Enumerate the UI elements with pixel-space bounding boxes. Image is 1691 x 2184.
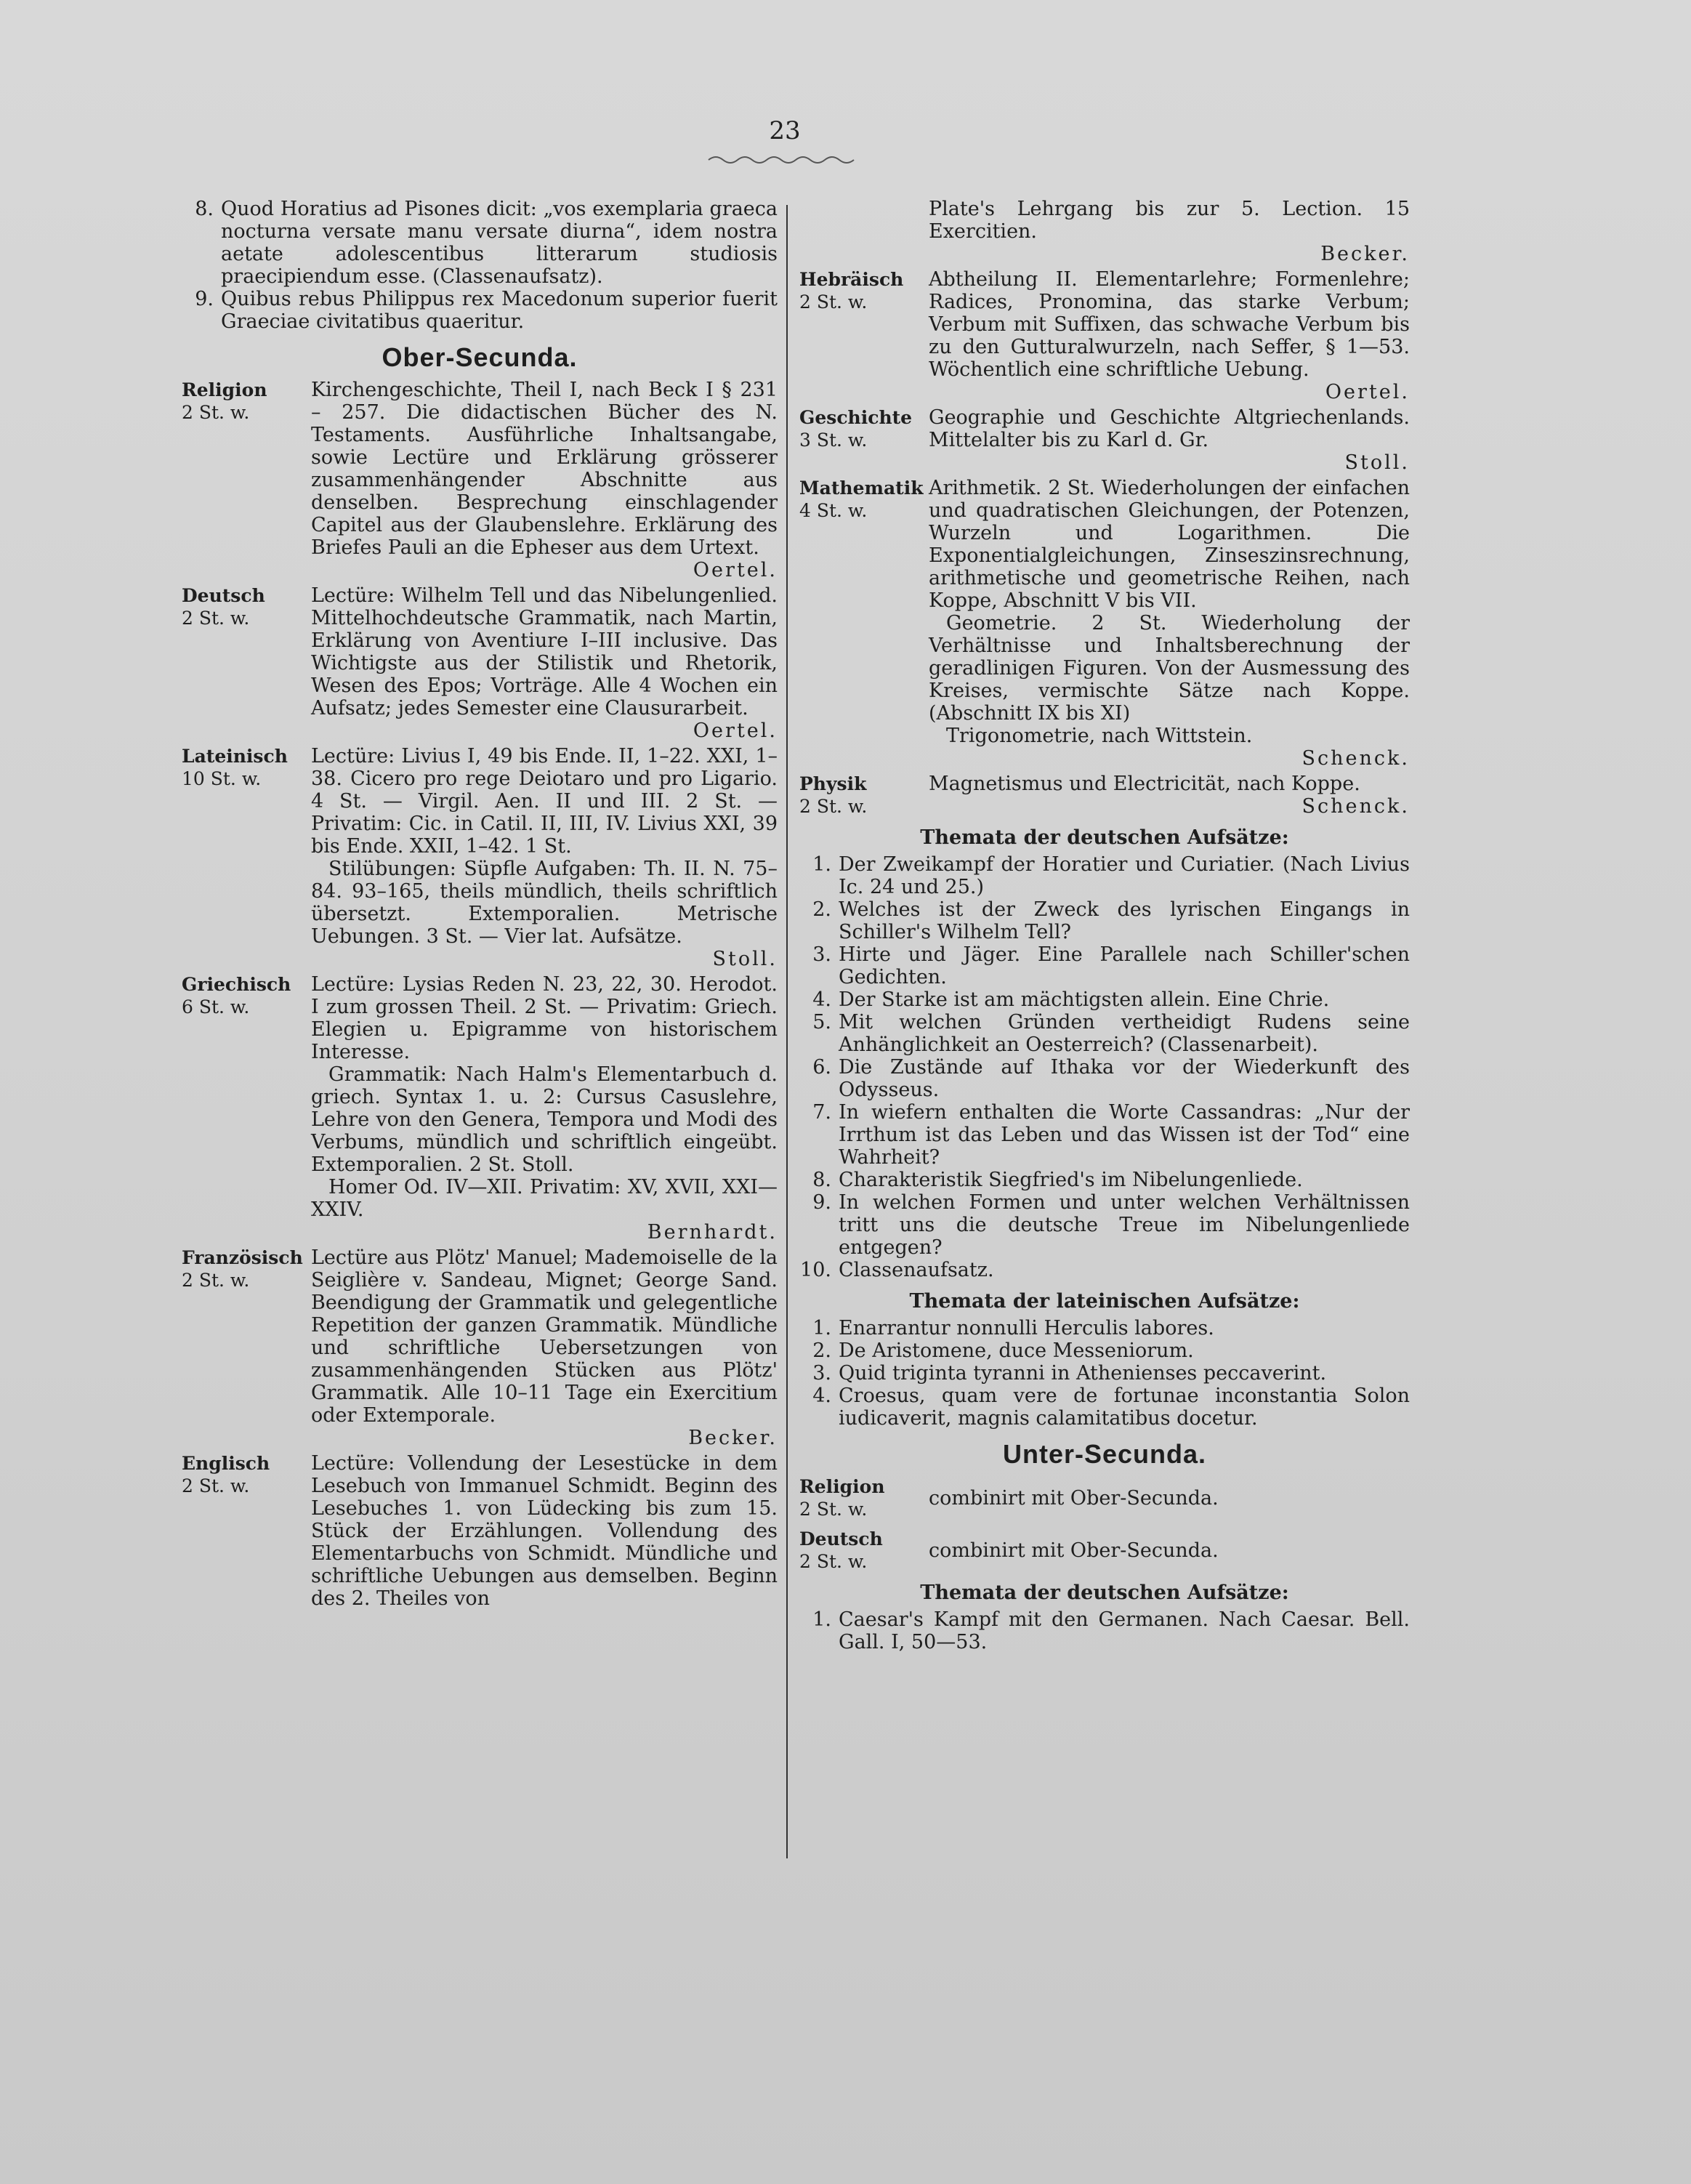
subject-text: Trigonometrie, nach Wittstein. xyxy=(946,725,1253,747)
item-text: Mit welchen Gründen vertheidigt Rudens seine Anhänglichkeit an Oesterreich? (Classenarbeit). xyxy=(839,1011,1410,1056)
list-item xyxy=(799,1169,1410,1191)
subject-hours: 2 St. w. xyxy=(182,608,250,629)
list-item xyxy=(799,1362,1410,1385)
item-number: 8. xyxy=(195,198,214,220)
englisch-continuation xyxy=(799,198,1410,265)
item-number: 7. xyxy=(812,1101,831,1124)
subject-name: Lateinisch xyxy=(182,746,288,767)
list-item xyxy=(799,1608,1410,1653)
subject-griechisch xyxy=(182,973,778,1244)
item-number: 1. xyxy=(812,1317,831,1339)
teacher: Stoll. xyxy=(712,948,778,970)
page-number: 23 xyxy=(769,116,801,145)
teacher: Oertel. xyxy=(1325,381,1410,403)
subject-mathematik xyxy=(799,477,1410,770)
section-title-unter-secunda: Unter-Secunda. xyxy=(1002,1439,1207,1469)
item-text: Classenaufsatz. xyxy=(839,1259,994,1281)
subject-hours: 10 St. w. xyxy=(182,768,262,789)
subject-name: Religion xyxy=(799,1476,885,1497)
subject-text: Magnetismus und Electricität, nach Koppe. xyxy=(929,773,1360,795)
item-number: 3. xyxy=(812,943,831,966)
latin-themes-title: Themata der lateinischen Aufsätze: xyxy=(909,1290,1300,1313)
combined-religion xyxy=(799,1475,1410,1520)
subject-hours: 2 St. w. xyxy=(182,1475,250,1496)
item-text: Der Starke ist am mächtigsten allein. Eine Chrie. xyxy=(839,988,1330,1011)
column-divider xyxy=(786,205,788,1858)
subject-name: Deutsch xyxy=(182,585,265,606)
teacher: Stoll. xyxy=(1344,451,1410,474)
list-item xyxy=(182,198,778,288)
subject-text: Abtheilung II. Elementarlehre; Formenlehre; Radices, Pronomina, das starke Verbum; Verbum mit Suffixen, das schwache Verbum bis zu den Gutturalwurzeln, nach Seffer, § 1—53. Wöchentlich eine schriftliche Uebung. xyxy=(929,268,1410,381)
subject-text: Lectüre: Wilhelm Tell und das Nibelungenlied. Mittelhochdeutsche Grammatik, nach Martin, Erklärung von Aventiure I–III inclusive. Das Wichtigste aus der Stilistik und Rhetorik, Wesen des Epos; Vorträge. Alle 4 Wochen ein Aufsatz; jedes Semester eine Clausurarbeit. xyxy=(311,584,778,720)
list-item xyxy=(799,1317,1410,1339)
item-text: Welches ist der Zweck des lyrischen Eingangs in Schiller's Wilhelm Tell? xyxy=(839,898,1410,943)
subject-text: Lectüre aus Plötz' Manuel; Mademoiselle de la Seiglière v. Sandeau, Mignet; George Sand. Beendigung der Grammatik und gelegentliche Repetition der ganzen Grammatik. Mündliche und schriftliche Uebersetzungen von zusammenhängenden Stücken aus Plötz' Grammatik. Alle 10–11 Tage ein Exercitium oder Extemporale. xyxy=(311,1246,778,1427)
subject-hours: 6 St. w. xyxy=(182,996,250,1018)
teacher: Oertel. xyxy=(693,559,778,581)
item-number: 8. xyxy=(812,1169,831,1191)
list-item xyxy=(799,898,1410,943)
item-number: 2. xyxy=(812,1339,831,1362)
item-text: Der Zweikampf der Horatier und Curiatier. (Nach Livius Ic. 24 und 25.) xyxy=(839,853,1410,898)
combined-text: combinirt mit Ober-Secunda. xyxy=(929,1486,1219,1510)
item-number: 10. xyxy=(800,1259,831,1281)
lower-themes-title: Themata der deutschen Aufsätze: xyxy=(920,1581,1289,1604)
subject-name: Hebräisch xyxy=(799,269,904,290)
subject-religion xyxy=(182,379,778,581)
list-item xyxy=(799,1056,1410,1101)
teacher: Becker. xyxy=(688,1427,778,1449)
subject-franzoesisch xyxy=(182,1246,778,1449)
subject-geschichte xyxy=(799,406,1410,474)
item-text: Quod Horatius ad Pisones dicit: „vos exemplaria graeca nocturna versate manu versate diurna“, idem nostra aetate adolescentibus litterarum studiosis praecipiendum esse. (Classenaufsatz). xyxy=(221,198,778,288)
item-number: 9. xyxy=(812,1191,831,1214)
item-number: 1. xyxy=(812,853,831,876)
list-item xyxy=(799,1259,1410,1281)
list-item xyxy=(799,853,1410,898)
left-column xyxy=(182,198,778,1613)
subject-name: Französisch xyxy=(182,1247,303,1268)
item-number: 2. xyxy=(812,898,831,921)
list-item xyxy=(799,1339,1410,1362)
list-item xyxy=(799,1191,1410,1259)
subject-text: Lectüre: Lysias Reden N. 23, 22, 30. Herodot. I zum grossen Theil. 2 St. — Privatim: Griech. Elegien u. Epigramme von historischem Interesse. xyxy=(311,973,778,1063)
latin-themes-list xyxy=(799,1317,1410,1430)
subject-text: Lectüre: Vollendung der Lesestücke in dem Lesebuch von Immanuel Schmidt. Beginn des Lesebuches 1. von Lüdecking bis zum 15. Stück der Erzählungen. Vollendung des Elementarbuchs von Schmidt. Mündliche und schriftliche Uebungen aus demselben. Beginn des 2. Theiles von xyxy=(311,1452,778,1610)
item-number: 1. xyxy=(812,1608,831,1631)
subject-hours: 2 St. w. xyxy=(799,1499,868,1520)
list-item xyxy=(799,1385,1410,1430)
item-text: Hirte und Jäger. Eine Parallele nach Schiller'schen Gedichten. xyxy=(839,943,1410,988)
subject-text: Geographie und Geschichte Altgriechenlands. Mittelalter bis zu Karl d. Gr. xyxy=(929,406,1410,451)
teacher: Bernhardt. xyxy=(647,1221,778,1244)
lower-themes-list xyxy=(799,1608,1410,1653)
combined-deutsch xyxy=(799,1528,1410,1573)
subject-hours: 3 St. w. xyxy=(799,430,868,451)
subject-hebraeisch xyxy=(799,268,1410,403)
subject-hours: 2 St. w. xyxy=(799,1551,868,1572)
combined-text: combinirt mit Ober-Secunda. xyxy=(929,1539,1219,1562)
subject-name: Physik xyxy=(799,773,867,794)
ornament-flourish xyxy=(705,150,865,169)
subject-text: Lectüre: Livius I, 49 bis Ende. II, 1–22. XXI, 1–38. Cicero pro rege Deiotaro und pro Ligario. 4 St. — Virgil. Aen. II und III. 2 St. — Privatim: Cic. in Catil. II, III, IV. Livius XXI, 39 bis Ende. XXII, 1–42. 1 St. xyxy=(311,745,778,858)
right-column xyxy=(799,198,1410,1653)
teacher: Oertel. xyxy=(693,720,778,742)
item-text: Charakteristik Siegfried's im Nibelungenliede. xyxy=(839,1169,1303,1191)
subject-deutsch xyxy=(182,584,778,742)
subject-name: Englisch xyxy=(182,1453,270,1474)
teacher: Schenck. xyxy=(1301,747,1410,770)
item-text: Croesus, quam vere de fortunae inconstantia Solon iudicaverit, magnis calamitatibus docetur. xyxy=(839,1385,1410,1430)
subject-hours: 2 St. w. xyxy=(799,291,868,313)
subject-name: Griechisch xyxy=(182,974,291,995)
list-item xyxy=(799,1011,1410,1056)
item-number: 4. xyxy=(812,988,831,1011)
section-title-ober-secunda: Ober-Secunda. xyxy=(382,342,578,372)
subject-hours: 2 St. w. xyxy=(182,1270,250,1291)
subject-name: Mathematik xyxy=(799,478,924,499)
list-item xyxy=(799,943,1410,988)
german-themes-list xyxy=(799,853,1410,1281)
item-text: Quid triginta tyranni in Athenienses peccaverint. xyxy=(839,1362,1327,1385)
item-text: Caesar's Kampf mit den Germanen. Nach Caesar. Bell. Gall. I, 50—53. xyxy=(839,1608,1410,1653)
item-text: Enarrantur nonnulli Herculis labores. xyxy=(839,1317,1214,1339)
subject-text: Stilübungen: Süpfle Aufgaben: Th. II. N. 75–84. 93–165, theils mündlich, theils schriftlich übersetzt. Extemporalien. Metrische Uebungen. 3 St. — Vier lat. Aufsätze. xyxy=(311,858,778,948)
subject-hours: 4 St. w. xyxy=(799,500,868,521)
teacher: Becker. xyxy=(1320,243,1410,265)
subject-name: Deutsch xyxy=(799,1528,883,1550)
subject-name: Religion xyxy=(182,379,267,400)
teacher: Schenck. xyxy=(1301,795,1410,818)
item-number: 6. xyxy=(812,1056,831,1079)
list-item xyxy=(182,288,778,333)
subject-name: Geschichte xyxy=(799,407,913,428)
subject-hours: 2 St. w. xyxy=(799,796,868,817)
item-text: Quibus rebus Philippus rex Macedonum superior fuerit Graeciae civitatibus quaeritur. xyxy=(221,288,778,333)
item-text: De Aristomene, duce Messeniorum. xyxy=(839,1339,1194,1362)
subject-hours: 2 St. w. xyxy=(182,402,250,423)
list-item xyxy=(799,988,1410,1011)
subject-text: Arithmetik. 2 St. Wiederholungen der einfachen und quadratischen Gleichungen, der Potenzen, Wurzeln und Logarithmen. Die Exponentialgleichungen, Zinseszinsrechnung, arithmetische und geometrische Reihen, nach Koppe, Abschnitt V bis VII. xyxy=(929,477,1410,612)
subject-physik xyxy=(799,773,1410,818)
item-text: In welchen Formen und unter welchen Verhältnissen tritt uns die deutsche Treue im Nibelungenliede entgegen? xyxy=(839,1191,1410,1259)
item-number: 9. xyxy=(195,288,214,310)
subject-text: Kirchengeschichte, Theil I, nach Beck I § 231 – 257. Die didactischen Bücher des N. Testaments. Ausführliche Inhaltsangabe, sowie Lectüre und Erklärung grösserer zusammenhängender Abschnitte aus denselben. Besprechung einschlagender Capitel aus der Glaubenslehre. Erklärung des Briefes Pauli an die Epheser aus dem Urtext. xyxy=(311,379,778,559)
intro-list xyxy=(182,198,778,333)
item-number: 4. xyxy=(812,1385,831,1407)
item-number: 3. xyxy=(812,1362,831,1385)
subject-text: Geometrie. 2 St. Wiederholung der Verhältnisse und Inhaltsberechnung der geradlinigen Figuren. Von der Ausmessung des Kreises, vermischte Sätze nach Koppe. (Abschnitt IX bis XI) xyxy=(929,612,1410,725)
continuation-text: Plate's Lehrgang bis zur 5. Lection. 15 Exercitien. xyxy=(929,198,1410,243)
subject-englisch xyxy=(182,1452,778,1610)
item-number: 5. xyxy=(812,1011,831,1033)
subject-text: Homer Od. IV—XII. Privatim: XV, XVII, XXI—XXIV. xyxy=(311,1176,778,1221)
list-item xyxy=(799,1101,1410,1169)
subject-text: Grammatik: Nach Halm's Elementarbuch d. griech. Syntax 1. u. 2: Cursus Casuslehre, Lehre von den Genera, Tempora und Modi des Verbums, mündlich und schriftlich eingeübt. Extemporalien. 2 St. Stoll. xyxy=(311,1063,778,1176)
subject-lateinisch xyxy=(182,745,778,970)
item-text: In wiefern enthalten die Worte Cassandras: „Nur der Irrthum ist das Leben und das Wissen ist der Tod“ eine Wahrheit? xyxy=(839,1101,1410,1169)
item-text: Die Zustände auf Ithaka vor der Wiederkunft des Odysseus. xyxy=(839,1056,1410,1101)
german-themes-title: Themata der deutschen Aufsätze: xyxy=(920,826,1289,849)
